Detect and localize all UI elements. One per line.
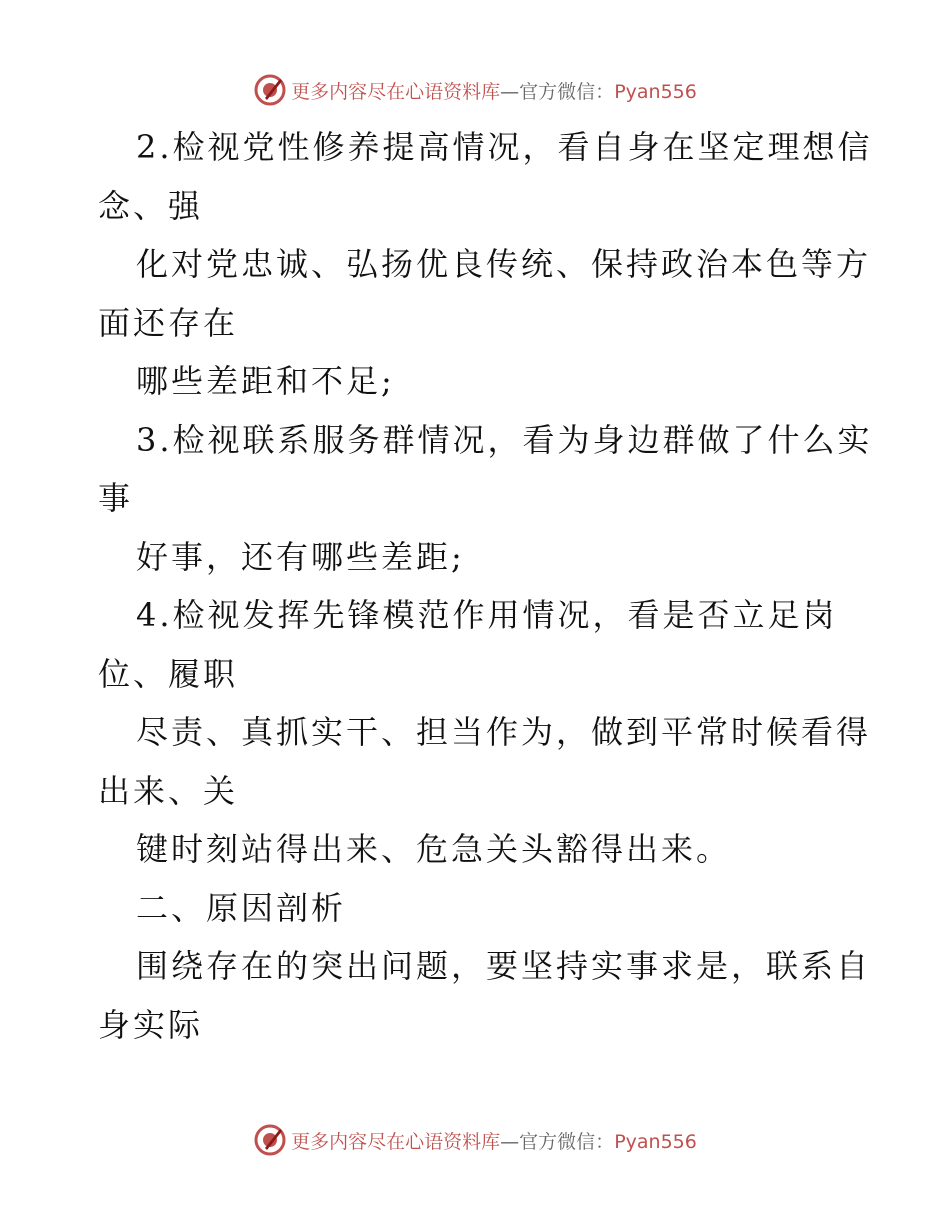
text-line: 面还存在 [98,303,239,342]
watermark-wechat-id: Pyan556 [614,1130,697,1153]
text-line: 化对党忠诚、弘扬优良传统、保持政治本色等方 [136,245,872,283]
text-line: 身实际 [98,1005,204,1044]
text-line: 4.检视发挥先锋模范作用情况，看是否立足岗 [136,596,838,634]
text-line: 念、强 [98,186,204,225]
text-line: 出来、关 [98,771,239,810]
watermark-brand: 更多内容尽在心语资料库 [291,80,501,103]
text-line: 围绕存在的突出问题，要坚持实事求是，联系自 [136,947,872,985]
watermark-text [291,1127,697,1154]
header-watermark [0,70,950,110]
text-line: 3.检视联系服务群情况，看为身边群做了什么实 [136,420,873,459]
text-line: 键时刻站得出来、危急关头豁得出来。 [136,830,732,868]
watermark-brand: 更多内容尽在心语资料库 [291,1130,501,1153]
watermark-text [291,77,697,104]
footer-watermark [0,1120,950,1160]
text-line: 好事，还有哪些差距; [136,537,465,576]
brush-pen-logo-icon [253,1123,287,1157]
watermark-official-label: 官方微信： [519,1130,615,1153]
text-line: 尽责、真抓实干、担当作为，做到平常时候看得 [136,713,872,751]
brush-pen-logo-icon [253,73,287,107]
text-line: 事 [98,479,134,517]
text-line: 哪些差距和不足; [136,362,395,400]
text-line: 2.检视党性修养提高情况，看自身在坚定理想信 [136,128,873,166]
watermark-dash: — [500,1130,520,1153]
watermark-wechat-id: Pyan556 [614,80,697,103]
document-body [98,118,873,1054]
text-line: 位、履职 [98,654,239,693]
watermark-official-label: 官方微信： [519,80,615,103]
text-line: 二、原因剖析 [136,888,347,927]
watermark-dash: — [500,80,520,103]
